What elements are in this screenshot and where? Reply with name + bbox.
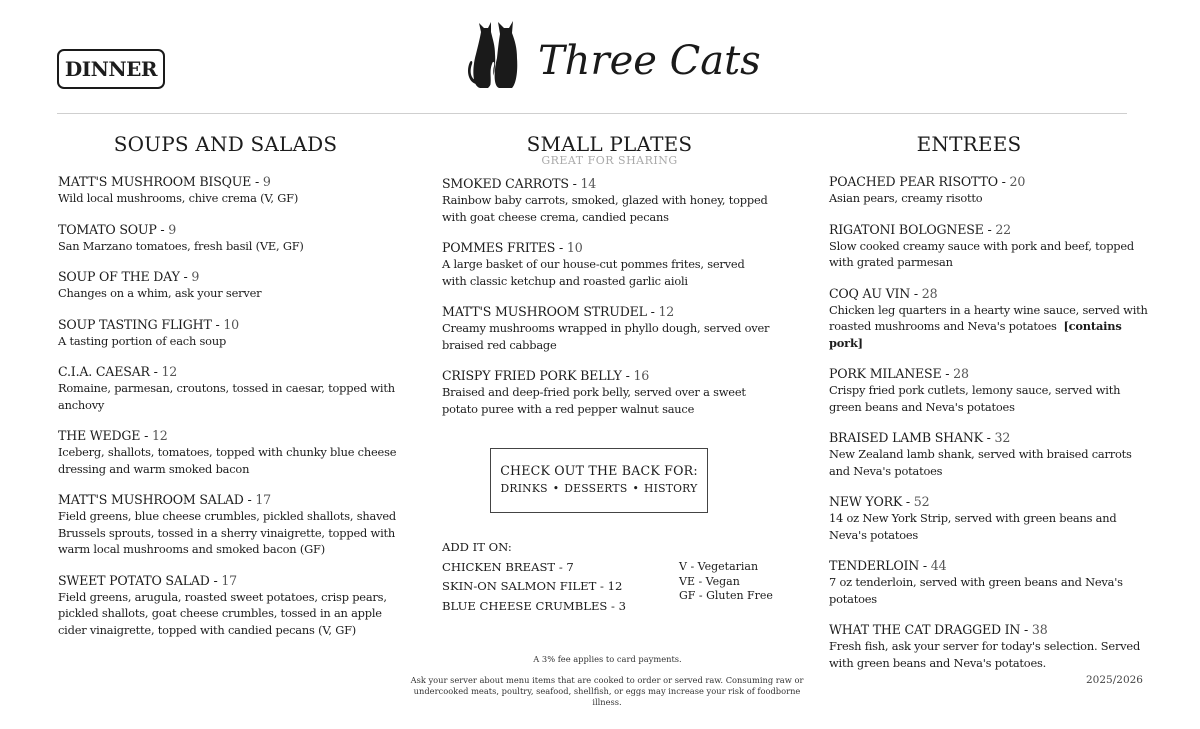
- add-on-item: SKIN-ON SALMON FILET - 12: [442, 579, 623, 593]
- menu-item: [829, 622, 1149, 671]
- menu-item: [58, 222, 398, 255]
- entrees-column: [829, 130, 1149, 686]
- menu-item-name: TOMATO SOUP: [58, 221, 157, 237]
- menu-item-price: 9: [262, 174, 271, 189]
- menu-item-price: 17: [255, 492, 271, 507]
- menu-item-description: [442, 320, 772, 353]
- menu-item-price: 14: [580, 176, 597, 191]
- menu-item-heading: POACHED PEAR RISOTTO - 20: [829, 174, 1026, 189]
- menu-item-description: [829, 238, 1149, 271]
- menu-item-price: 12: [161, 364, 178, 379]
- menu-item-name: SMOKED CARROTS: [442, 176, 569, 191]
- menu-item-price: 12: [151, 428, 168, 443]
- menu-item-description-text: New Zealand lamb shank, served with braised carrots and Neva's potatoes: [829, 447, 1132, 478]
- menu-item-description-text: Romaine, parmesan, croutons, tossed in caesar, topped with anchovy: [58, 381, 395, 412]
- menu-item-heading: PORK MILANESE - 28: [829, 366, 969, 381]
- menu-item: [58, 317, 398, 350]
- small-plates-column: [442, 130, 772, 432]
- menu-item-description-text: A large basket of our house-cut pommes frites, served with classic ketchup and roasted garlic aioli: [442, 257, 745, 288]
- menu-item-name: MATT'S MUSHROOM STRUDEL: [442, 304, 647, 319]
- menu-item-heading: CRISPY FRIED PORK BELLY - 16: [442, 368, 650, 383]
- card-fee-note: A 3% fee applies to card payments.: [533, 654, 682, 664]
- small-plates-list: [442, 176, 772, 417]
- menu-item-description: [829, 382, 1149, 415]
- menu-item: [58, 174, 398, 207]
- soups-salads-column: [58, 130, 398, 653]
- check-back-history: HISTORY: [644, 482, 698, 495]
- menu-item-price: 17: [221, 572, 237, 588]
- cats-silhouette-icon: [466, 14, 761, 96]
- menu-year: 2025/2026: [1086, 674, 1143, 686]
- menu-item-heading: BRAISED LAMB SHANK - 32: [829, 430, 1011, 445]
- check-back-title: CHECK OUT THE BACK FOR:: [500, 463, 698, 478]
- menu-item: [829, 366, 1149, 415]
- menu-item-heading: MATT'S MUSHROOM STRUDEL - 12: [442, 304, 675, 319]
- menu-item-price: 16: [633, 368, 650, 383]
- menu-item-price: 22: [995, 221, 1011, 237]
- menu-item-heading: TOMATO SOUP - 9: [58, 221, 177, 237]
- menu-item-price: 12: [658, 304, 675, 319]
- menu-item: [58, 573, 398, 639]
- menu-item-name: BRAISED LAMB SHANK: [829, 430, 983, 445]
- dinner-badge: DINNER: [57, 49, 165, 89]
- menu-item-description: [442, 256, 772, 289]
- legend-item: GF - Gluten Free: [679, 589, 773, 602]
- menu-item-description-text: Braised and deep-fried pork belly, served over a sweet potato puree with a red pepper walnut sauce: [442, 385, 746, 416]
- menu-item-heading: SWEET POTATO SALAD - 17: [58, 572, 237, 588]
- soups-salads-list: [58, 174, 398, 638]
- menu-item-description: [829, 302, 1149, 352]
- menu-item-name: SOUP TASTING FLIGHT: [58, 316, 212, 332]
- menu-item-name: C.I.A. CAESAR: [58, 364, 150, 379]
- menu-item-price: 44: [930, 558, 947, 573]
- three-cats-logo: [466, 14, 761, 96]
- legend-item: VE - Vegan: [679, 574, 740, 588]
- menu-item-price: 9: [191, 269, 200, 284]
- menu-item: [442, 368, 772, 417]
- add-on-item: CHICKEN BREAST - 7: [442, 559, 574, 574]
- svg-text:Three Cats: Three Cats: [538, 38, 761, 84]
- header-divider: [57, 113, 1127, 114]
- menu-item-description-text: Fresh fish, ask your server for today's selection. Served with green beans and Neva's potatoes.: [829, 639, 1141, 670]
- menu-item: [58, 428, 398, 477]
- menu-item: [829, 494, 1149, 543]
- menu-item-heading: SMOKED CARROTS - 14: [442, 176, 597, 191]
- menu-item-description: [829, 574, 1149, 607]
- menu-item-price: 9: [168, 221, 177, 237]
- menu-item-description-text: Rainbow baby carrots, smoked, glazed with honey, topped with goat cheese crema, candied pecans: [442, 193, 768, 224]
- menu-item-description: [58, 444, 398, 477]
- menu-item-description-text: A tasting portion of each soup: [58, 333, 227, 348]
- menu-item: [829, 286, 1149, 352]
- menu-item-description: [442, 192, 772, 225]
- menu-item-description-text: 7 oz tenderloin, served with green beans and Neva's potatoes: [829, 575, 1123, 606]
- menu-item-name: POACHED PEAR RISOTTO: [829, 174, 998, 189]
- check-back-links: [491, 482, 707, 495]
- menu-item: [829, 430, 1149, 479]
- menu-item-description: [829, 190, 1149, 207]
- menu-item-price: 28: [953, 366, 969, 381]
- menu-item-description-text: Iceberg, shallots, tomatoes, topped with chunky blue cheese dressing and warm smoked bacon: [58, 445, 397, 476]
- menu-item-name: CRISPY FRIED PORK BELLY: [442, 368, 622, 383]
- menu-item-name: SWEET POTATO SALAD: [58, 572, 210, 588]
- entrees-list: [829, 174, 1149, 671]
- menu-item-heading: MATT'S MUSHROOM BISQUE - 9: [58, 174, 271, 189]
- menu-item: [442, 176, 772, 225]
- menu-item-description-text: Field greens, blue cheese crumbles, pickled shallots, shaved Brussels sprouts, tossed in a sherry vinaigrette, topped with warm local mushrooms and smoked bacon (GF): [58, 509, 396, 556]
- menu-item-description: [829, 446, 1149, 479]
- menu-item-name: NEW YORK: [829, 494, 903, 509]
- menu-item-name: MATT'S MUSHROOM BISQUE: [58, 174, 252, 189]
- menu-item-description-text: 14 oz New York Strip, served with green beans and Neva's potatoes: [829, 511, 1117, 542]
- menu-item-note: [contains pork]: [829, 319, 1122, 350]
- menu-item-name: THE WEDGE: [58, 428, 141, 443]
- menu-item-description: [442, 384, 772, 417]
- small-plates-title: SMALL PLATES: [526, 132, 693, 156]
- menu-item-heading: MATT'S MUSHROOM SALAD - 17: [58, 492, 271, 507]
- legend-item: V - Vegetarian: [679, 560, 759, 573]
- menu-item-description: [58, 333, 398, 350]
- add-ons-title: ADD IT ON:: [442, 540, 512, 554]
- check-back-drinks: DRINKS: [500, 482, 548, 495]
- menu-item: [58, 492, 398, 558]
- menu-item-description: [829, 638, 1149, 671]
- menu-item: [829, 222, 1149, 271]
- menu-item-heading: NEW YORK - 52: [829, 494, 930, 509]
- food-safety-disclaimer: Ask your server about menu items that are cooked to order or served raw. Consuming raw or undercooked meats, poultry, seafood, shellfish, or eggs may increase your risk of foodborne illness.: [410, 675, 804, 707]
- soups-salads-title: SOUPS AND SALADS: [113, 132, 338, 156]
- menu-item-description-text: Creamy mushrooms wrapped in phyllo dough, served over braised red cabbage: [442, 321, 770, 352]
- menu-item-description-text: San Marzano tomatoes, fresh basil (VE, GF): [58, 238, 304, 253]
- menu-item-heading: THE WEDGE - 12: [58, 428, 168, 443]
- menu-item-name: PORK MILANESE: [829, 366, 942, 381]
- menu-item-heading: WHAT THE CAT DRAGGED IN - 38: [829, 622, 1048, 637]
- check-back-box: [490, 448, 708, 513]
- add-on-item: BLUE CHEESE CRUMBLES - 3: [442, 598, 627, 613]
- entrees-title: ENTREES: [916, 132, 1022, 156]
- menu-item-name: TENDERLOIN: [829, 558, 920, 573]
- add-ons: [442, 538, 626, 616]
- menu-item-description-text: Crispy fried pork cutlets, lemony sauce, served with green beans and Neva's potatoes: [829, 383, 1121, 414]
- menu-item: [829, 174, 1149, 207]
- menu-item: [442, 304, 772, 353]
- menu-item: [829, 558, 1149, 607]
- menu-item-name: WHAT THE CAT DRAGGED IN: [829, 622, 1021, 637]
- menu-item: [442, 240, 772, 289]
- menu-item-description: [58, 589, 398, 639]
- menu-item-description-text: Asian pears, creamy risotto: [829, 191, 983, 205]
- menu-item-heading: COQ AU VIN - 28: [829, 285, 938, 301]
- menu-item-name: RIGATONI BOLOGNESE: [829, 221, 984, 237]
- menu-item-price: 10: [223, 316, 239, 332]
- menu-item-name: SOUP OF THE DAY: [58, 269, 180, 284]
- menu-item-name: COQ AU VIN: [829, 285, 911, 301]
- menu-item-price: 52: [913, 494, 930, 509]
- menu-item-price: 32: [994, 430, 1011, 445]
- menu-item-heading: SOUP OF THE DAY - 9: [58, 269, 200, 284]
- menu-item: [58, 364, 398, 413]
- menu-item-description-text: Changes on a whim, ask your server: [58, 286, 262, 300]
- menu-item: [58, 269, 398, 302]
- menu-item-description: [58, 238, 398, 255]
- menu-item-price: 10: [566, 240, 583, 255]
- small-plates-subtitle: GREAT FOR SHARING: [541, 154, 678, 167]
- menu-item-name: POMMES FRITES: [442, 240, 556, 255]
- menu-item-price: 38: [1031, 622, 1048, 637]
- menu-item-description: [58, 508, 398, 558]
- menu-item-heading: C.I.A. CAESAR - 12: [58, 364, 178, 379]
- menu-item-name: MATT'S MUSHROOM SALAD: [58, 492, 244, 507]
- menu-item-heading: POMMES FRITES - 10: [442, 240, 583, 255]
- menu-item-price: 20: [1009, 174, 1026, 189]
- menu-item-description: [58, 285, 398, 302]
- separator-dot: •: [632, 482, 640, 495]
- menu-item-description: [58, 190, 398, 207]
- menu-item-description-text: Field greens, arugula, roasted sweet potatoes, crisp pears, pickled shallots, goat cheese crumbles, tossed in an apple cider vinaigrette, topped with candied pecans (V, GF): [58, 589, 387, 637]
- menu-item-price: 28: [921, 285, 938, 301]
- menu-item-description: [58, 380, 398, 413]
- menu-item-description-text: Wild local mushrooms, chive crema (V, GF): [58, 191, 299, 205]
- check-back-desserts: DESSERTS: [564, 482, 628, 495]
- menu-item-description: [829, 510, 1149, 543]
- menu-item-description-text: Slow cooked creamy sauce with pork and beef, topped with grated parmesan: [829, 238, 1135, 269]
- menu-item-heading: TENDERLOIN - 44: [829, 558, 947, 573]
- menu-item-description-text: Chicken leg quarters in a hearty wine sauce, served with roasted mushrooms and Neva's potatoes: [829, 302, 1148, 333]
- separator-dot: •: [552, 482, 560, 495]
- menu-item-heading: SOUP TASTING FLIGHT - 10: [58, 316, 239, 332]
- dietary-legend: [679, 560, 773, 604]
- menu-item-heading: RIGATONI BOLOGNESE - 22: [829, 221, 1011, 237]
